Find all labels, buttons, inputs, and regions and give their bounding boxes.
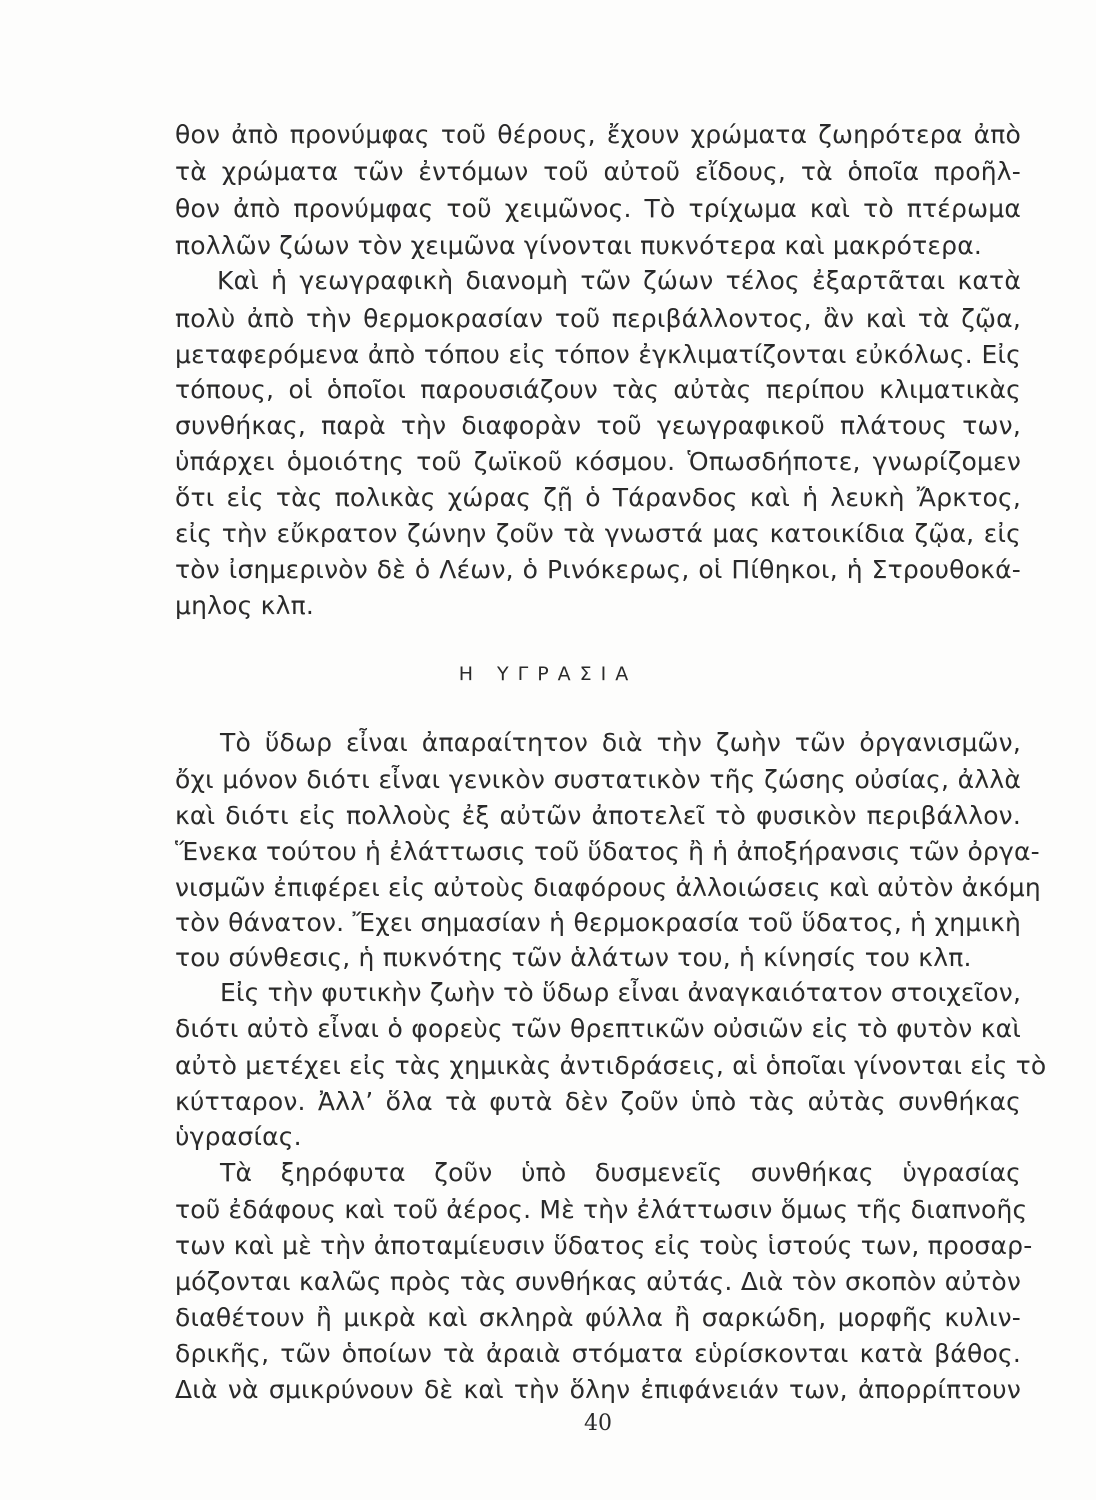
text-line: δρικῆς, τῶν ὁποίων τὰ ἀραιὰ στόματα εὑρίσκονται κατὰ βάθος. <box>175 1339 1021 1368</box>
text-line: ὅτι εἰς τὰς πολικὰς χώρας ζῇ ὁ Τάρανδος καὶ ἡ λευκὴ Ἄρκτος, <box>175 483 1021 512</box>
text-line: τὰ χρώματα τῶν ἐντόμων τοῦ αὐτοῦ εἴδους, τὰ ὁποῖα προῆλ- <box>175 157 1021 186</box>
text-line: θον ἀπὸ προνύμφας τοῦ θέρους, ἔχουν χρώματα ζωηρότερα ἀπὸ <box>175 120 1021 149</box>
text-line: νισμῶν ἐπιφέρει εἰς αὐτοὺς διαφόρους ἀλλοιώσεις καὶ αὐτὸν ἀκόμη <box>175 873 1041 902</box>
text-line: καὶ διότι εἰς πολλοὺς ἐξ αὐτῶν ἀποτελεῖ τὸ φυσικὸν περιβάλλον. <box>175 801 1021 830</box>
text-line: Ἕνεκα τούτου ἡ ἐλάττωσις τοῦ ὕδατος ἢ ἡ ἀποξήρανσις τῶν ὀργα- <box>175 837 1040 866</box>
text-line: Τὰ ξηρόφυτα ζοῦν ὑπὸ δυσμενεῖς συνθήκας ὑγρασίας <box>220 1158 1021 1187</box>
text-line: μηλος κλπ. <box>175 591 314 620</box>
text-line: τοῦ ἐδάφους καὶ τοῦ ἀέρος. Μὲ τὴν ἐλάττωσιν ὅμως τῆς διαπνοῆς <box>175 1195 1028 1224</box>
page-number: 40 <box>584 1411 612 1436</box>
text-line: θον ἀπὸ προνύμφας τοῦ χειμῶνος. Τὸ τρίχωμα καὶ τὸ πτέρωμα <box>175 194 1021 223</box>
text-line: τόπους, οἱ ὁποῖοι παρουσιάζουν τὰς αὐτὰς περίπου κλιματικὰς <box>175 375 1021 404</box>
text-line: Εἰς τὴν φυτικὴν ζωὴν τὸ ὕδωρ εἶναι ἀναγκαιότατον στοιχεῖον, <box>220 978 1022 1007</box>
text-line: Καὶ ἡ γεωγραφικὴ διανομὴ τῶν ζώων τέλος ἐξαρτᾶται κατὰ <box>217 266 1021 295</box>
text-line: Διὰ νὰ σμικρύνουν δὲ καὶ τὴν ὅλην ἐπιφάνειάν των, ἀπορρίπτουν <box>175 1375 1021 1404</box>
text-line: ὑπάρχει ὁμοιότης τοῦ ζωϊκοῦ κόσμου. Ὁπωσδήποτε, γνωρίζομεν <box>175 447 1021 476</box>
text-line: εἰς τὴν εὔκρατον ζώνην ζοῦν τὰ γνωστά μας κατοικίδια ζῷα, εἰς <box>175 519 1021 548</box>
text-line: κύτταρον. Ἀλλ’ ὅλα τὰ φυτὰ δὲν ζοῦν ὑπὸ τὰς αὐτὰς συνθήκας <box>175 1087 1021 1116</box>
text-line: συνθήκας, παρὰ τὴν διαφορὰν τοῦ γεωγραφικοῦ πλάτους των, <box>175 411 1021 440</box>
text-line: πολὺ ἀπὸ τὴν θερμοκρασίαν τοῦ περιβάλλοντος, ἂν καὶ τὰ ζῷα, <box>175 304 1021 333</box>
text-line: αὐτὸ μετέχει εἰς τὰς χημικὰς ἀντιδράσεις, αἱ ὁποῖαι γίνονται εἰς τὸ <box>175 1051 1047 1080</box>
text-line: πολλῶν ζώων τὸν χειμῶνα γίνονται πυκνότερα καὶ μακρότερα. <box>175 231 983 260</box>
text-line: τὸν ἰσημερινὸν δὲ ὁ Λέων, ὁ Ρινόκερως, οἱ Πίθηκοι, ἡ Στρουθοκά- <box>175 555 1021 584</box>
text-line: ὑγρασίας. <box>175 1122 302 1151</box>
text-line: του σύνθεσις, ἡ πυκνότης τῶν ἁλάτων του, ἡ κίνησίς του κλπ. <box>175 943 972 972</box>
text-line: τὸν θάνατον. Ἔχει σημασίαν ἡ θερμοκρασία τοῦ ὕδατος, ἡ χημικὴ <box>175 908 1021 937</box>
text-line: διότι αὐτὸ εἶναι ὁ φορεὺς τῶν θρεπτικῶν οὐσιῶν εἰς τὸ φυτὸν καὶ <box>175 1014 1021 1043</box>
section-heading: Η ΥΓΡΑΣΙΑ <box>458 663 638 685</box>
text-line: μόζονται καλῶς πρὸς τὰς συνθήκας αὐτάς. Διὰ τὸν σκοπὸν αὐτὸν <box>175 1267 1021 1296</box>
text-line: μεταφερόμενα ἀπὸ τόπου εἰς τόπον ἐγκλιματίζονται εὐκόλως. Εἰς <box>175 340 1021 369</box>
text-line: διαθέτουν ἢ μικρὰ καὶ σκληρὰ φύλλα ἢ σαρκώδη, μορφῆς κυλιν- <box>175 1303 1021 1332</box>
text-line: Τὸ ὕδωρ εἶναι ἀπαραίτητον διὰ τὴν ζωὴν τῶν ὀργανισμῶν, <box>220 728 1021 757</box>
text-line: των καὶ μὲ τὴν ἀποταμίευσιν ὕδατος εἰς τοὺς ἱστούς των, προσαρ- <box>175 1231 1033 1260</box>
text-line: ὄχι μόνον διότι εἶναι γενικὸν συστατικὸν τῆς ζώσης οὐσίας, ἀλλὰ <box>175 765 1021 794</box>
